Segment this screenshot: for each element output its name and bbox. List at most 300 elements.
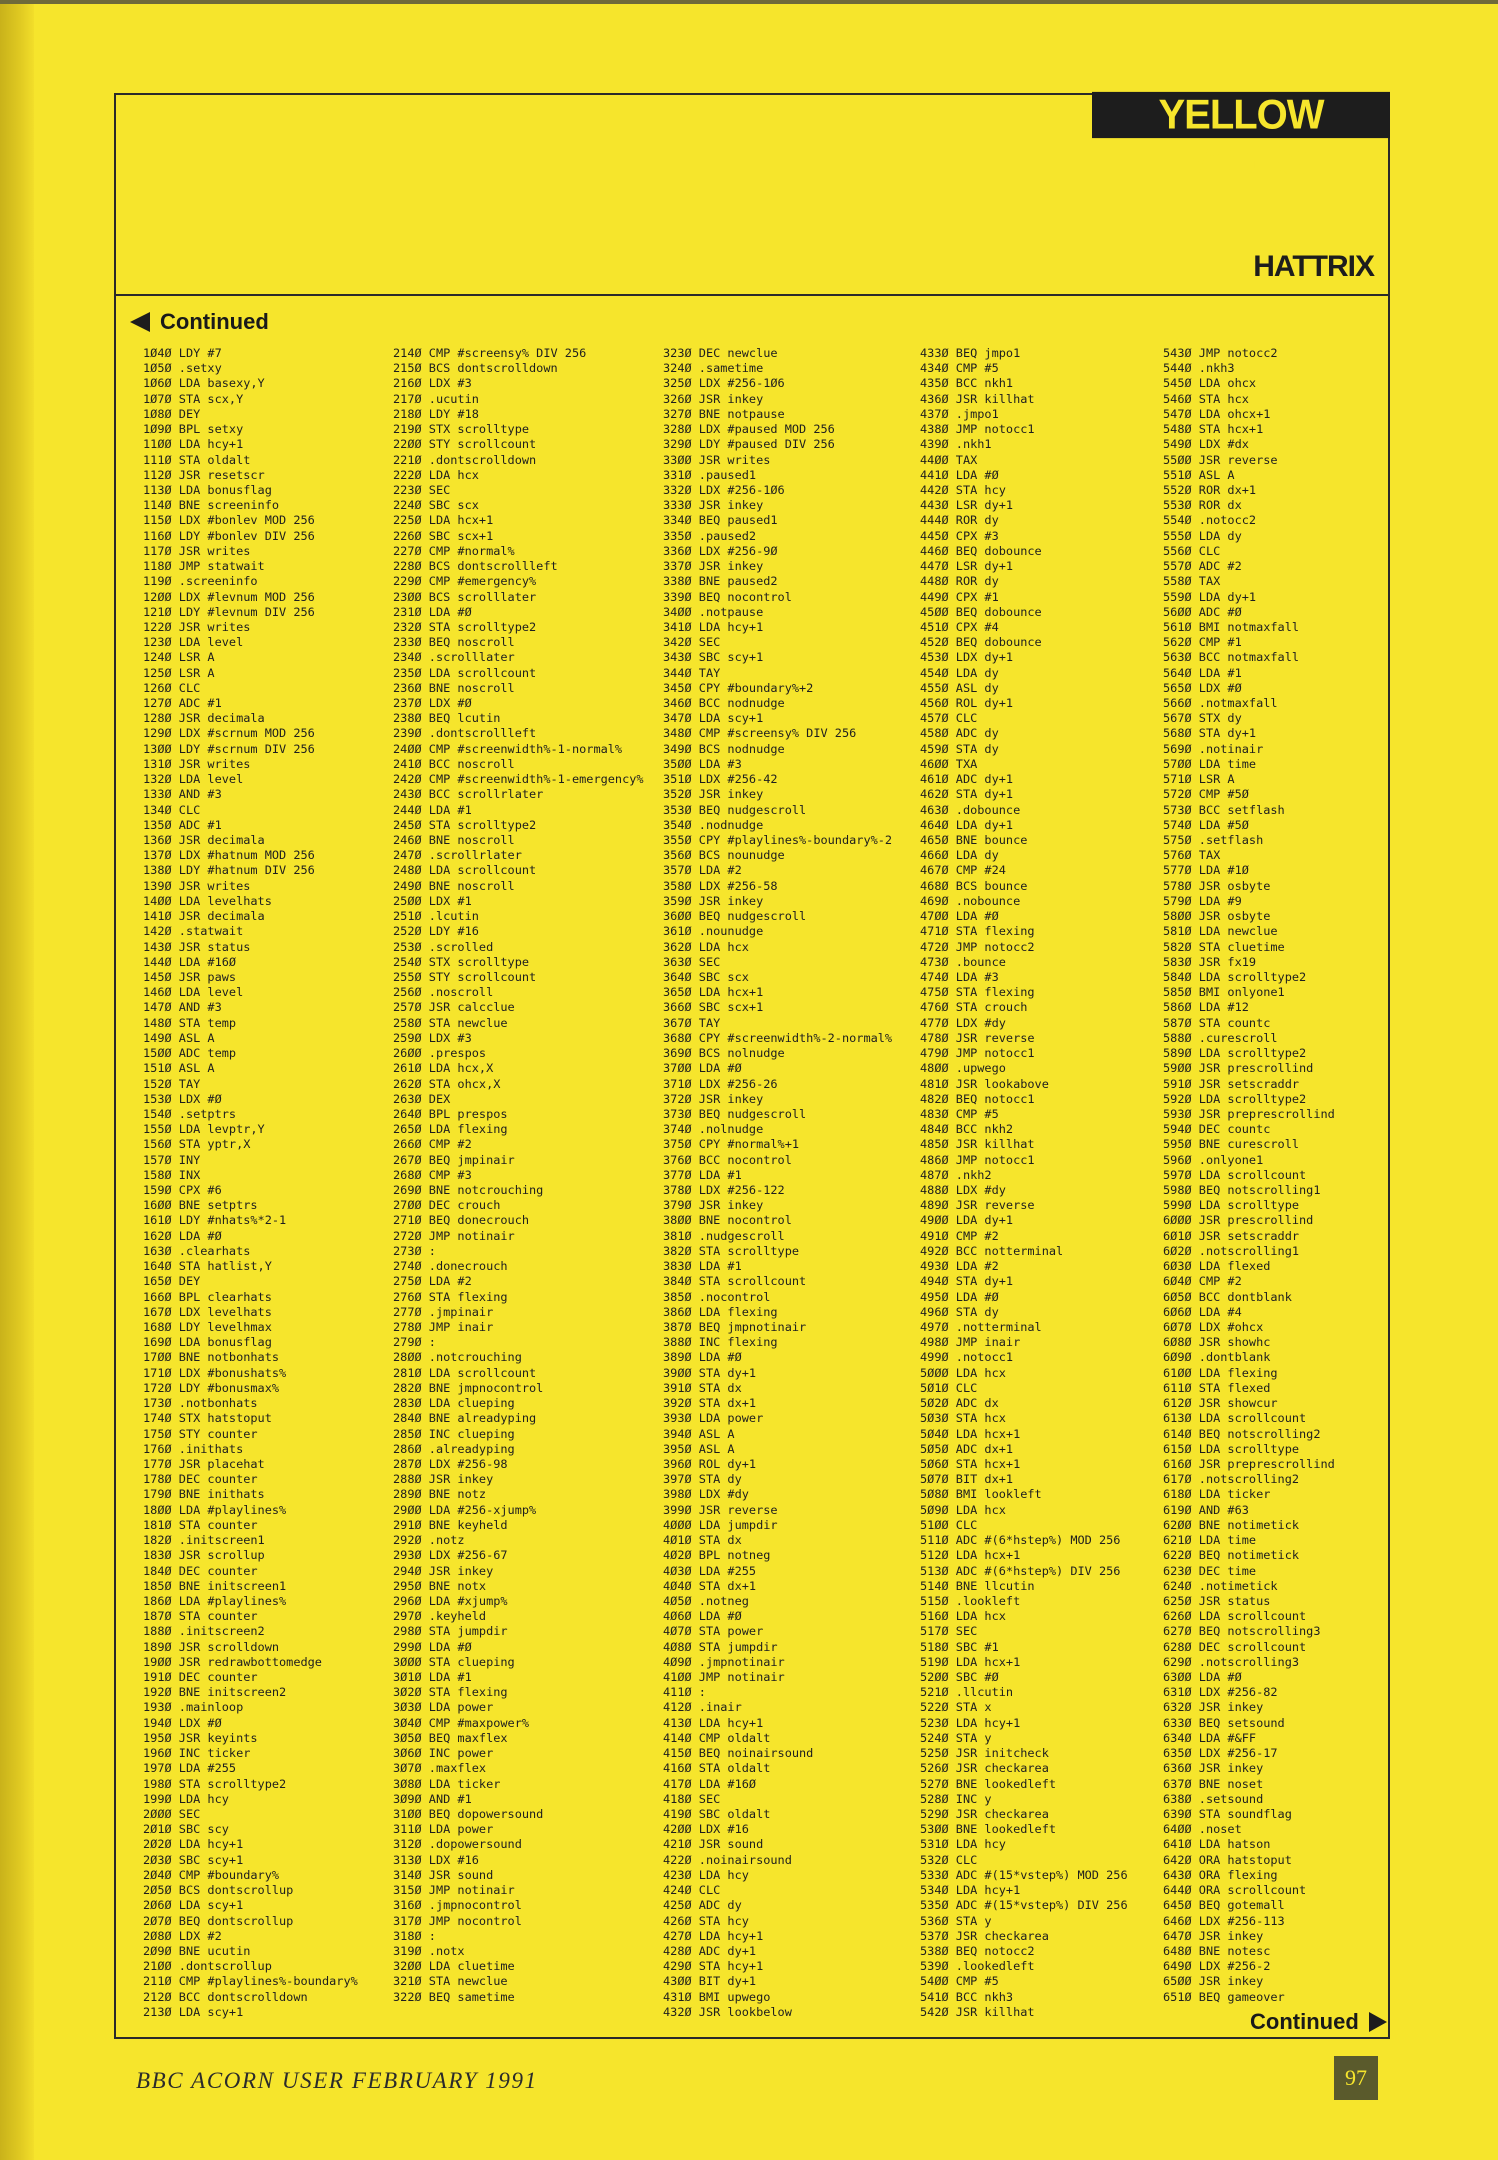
code-line: 545Ø LDA ohcx [1163, 376, 1257, 391]
code-line: 22ØØ STY scrollcount [393, 437, 537, 452]
code-line: 571Ø LSR A [1163, 772, 1235, 787]
code-line: 36ØØ BEQ nudgescroll [663, 909, 807, 924]
code-line: 4Ø9Ø .jmpnotinair [663, 1654, 785, 1669]
code-line: 444Ø ROR dy [920, 513, 999, 528]
code-line: 646Ø LDX #256-113 [1163, 1913, 1285, 1928]
code-line: 156Ø STA yptr,X [143, 1137, 251, 1152]
code-line: 184Ø DEC counter [143, 1563, 258, 1578]
code-line: 59ØØ JSR prescrollind [1163, 1061, 1314, 1076]
code-line: 494Ø STA dy+1 [920, 1274, 1014, 1289]
code-line: 2Ø7Ø BEQ dontscrollup [143, 1913, 294, 1928]
code-line: 28ØØ .notcrouching [393, 1350, 522, 1365]
code-line: 647Ø JSR inkey [1163, 1928, 1264, 1943]
code-line: 139Ø JSR writes [143, 878, 251, 893]
code-line: 128Ø JSR decimala [143, 711, 265, 726]
code-line: 493Ø LDA #2 [920, 1259, 999, 1274]
code-column-2 [393, 346, 653, 2005]
code-line: 397Ø STA dy [663, 1472, 742, 1487]
code-line: 263Ø DEX [393, 1091, 451, 1106]
code-line: 143Ø JSR status [143, 939, 251, 954]
code-column-3 [663, 346, 923, 2020]
code-line: 182Ø .initscreen1 [143, 1533, 265, 1548]
code-line: 514Ø BNE llcutin [920, 1578, 1035, 1593]
code-line: 222Ø LDA hcx [393, 467, 479, 482]
code-line: 114Ø BNE screeninfo [143, 498, 280, 513]
code-line: 5Ø2Ø ADC dx [920, 1396, 999, 1411]
continued-bottom-label: Continued [1250, 2009, 1359, 2034]
code-line: 317Ø JMP nocontrol [393, 1913, 522, 1928]
code-line: 353Ø BEQ nudgescroll [663, 802, 807, 817]
code-line: 512Ø LDA hcx+1 [920, 1548, 1021, 1563]
code-line: 58ØØ JSR osbyte [1163, 909, 1271, 924]
code-line: 399Ø JSR reverse [663, 1502, 778, 1517]
code-line: 529Ø JSR checkarea [920, 1807, 1049, 1821]
code-line: 396Ø ROL dy+1 [663, 1456, 757, 1471]
code-line: 591Ø JSR setscraddr [1163, 1076, 1300, 1091]
code-line: 489Ø JSR reverse [920, 1198, 1035, 1213]
code-line: 475Ø STA flexing [920, 985, 1035, 1000]
code-column-5 [1163, 346, 1423, 2005]
code-line: 469Ø .nobounce [920, 893, 1021, 908]
code-line: 37ØØ LDA #Ø [663, 1061, 742, 1076]
code-line: 568Ø STA dy+1 [1163, 726, 1257, 741]
code-line: 256Ø .noscroll [393, 985, 494, 1000]
code-line: 4Ø6Ø LDA #Ø [663, 1609, 742, 1624]
code-line: 612Ø JSR showcur [1163, 1396, 1278, 1411]
code-line: 2Ø9Ø BNE ucutin [143, 1943, 251, 1958]
code-line: 537Ø JSR checkarea [920, 1928, 1049, 1943]
arrow-left-icon [130, 312, 150, 332]
code-line: 554Ø .notocc2 [1163, 513, 1257, 528]
code-line: 633Ø BEQ setsound [1163, 1715, 1285, 1730]
code-line: 118Ø JMP statwait [143, 559, 265, 574]
code-line: 29ØØ LDA #256-xjump% [393, 1502, 537, 1517]
code-line: 428Ø ADC dy+1 [663, 1943, 757, 1958]
code-line: 651Ø BEQ gameover [1163, 1989, 1285, 2004]
code-line: 524Ø STA y [920, 1730, 992, 1745]
code-line: 43ØØ BIT dy+1 [663, 1974, 757, 1989]
code-line: 376Ø BCC nocontrol [663, 1152, 792, 1167]
code-line: 122Ø JSR writes [143, 619, 251, 634]
code-line: 53ØØ BNE lookedleft [920, 1822, 1057, 1837]
code-line: 426Ø STA hcy [663, 1913, 749, 1928]
code-line: 289Ø BNE notz [393, 1487, 487, 1502]
code-line: 364Ø SBC scx [663, 969, 749, 984]
code-line: 52ØØ SBC #Ø [920, 1670, 999, 1685]
code-line: 176Ø .inithats [143, 1441, 244, 1456]
code-line: 175Ø STY counter [143, 1426, 258, 1441]
magazine-footer: BBC ACORN USER FEBRUARY 1991 [136, 2068, 538, 2093]
code-line: 346Ø BCC nodnudge [663, 696, 785, 711]
code-line: 386Ø LDA flexing [663, 1304, 778, 1319]
code-line: 442Ø STA hcy [920, 482, 1006, 497]
code-line: 362Ø LDA hcx [663, 939, 749, 954]
code-line: 548Ø STA hcx+1 [1163, 422, 1264, 437]
code-line: 325Ø LDX #256-1Ø6 [663, 376, 785, 391]
code-line: 257Ø JSR calcclue [393, 1000, 515, 1015]
code-line: 132Ø LDA level [143, 772, 244, 787]
code-line: 11ØØ LDA hcy+1 [143, 437, 244, 452]
code-line: 381Ø .nudgescroll [663, 1228, 785, 1243]
code-line: 117Ø JSR writes [143, 543, 251, 558]
code-line: 25ØØ LDX #1 [393, 893, 472, 908]
code-line: 17ØØ BNE notbonhats [143, 1350, 280, 1365]
code-line: 373Ø BEQ nudgescroll [663, 1106, 807, 1121]
code-line: 479Ø JMP notocc1 [920, 1046, 1035, 1061]
code-line: 5Ø6Ø STA hcx+1 [920, 1456, 1021, 1471]
code-line: 162Ø LDA #Ø [143, 1228, 222, 1243]
code-line: 452Ø BEQ dobounce [920, 635, 1042, 650]
code-line: 234Ø .scrolllater [393, 650, 515, 665]
code-line: 517Ø SEC [920, 1624, 978, 1639]
code-line: 342Ø SEC [663, 635, 721, 650]
code-line: 158Ø INX [143, 1167, 201, 1182]
code-line: 377Ø LDA #1 [663, 1167, 742, 1182]
code-line: 449Ø CPX #1 [920, 589, 999, 604]
code-line: 239Ø .dontscrollleft [393, 726, 537, 741]
code-line: 515Ø .lookleft [920, 1593, 1021, 1608]
code-line: 237Ø LDX #Ø [393, 696, 472, 711]
code-line: 292Ø .notz [393, 1533, 465, 1548]
arrow-right-icon [1369, 2012, 1387, 2032]
code-line: 536Ø STA y [920, 1913, 992, 1928]
code-line: 135Ø ADC #1 [143, 817, 222, 832]
code-line: 543Ø JMP notocc2 [1163, 346, 1278, 360]
code-line: 584Ø LDA scrolltype2 [1163, 969, 1307, 984]
code-line: 228Ø BCS dontscrollleft [393, 559, 558, 574]
code-line: 123Ø LDA level [143, 635, 244, 650]
code-line: 516Ø LDA hcx [920, 1609, 1006, 1624]
code-column-1 [143, 346, 403, 2020]
code-line: 163Ø .clearhats [143, 1243, 251, 1258]
code-line: 552Ø ROR dx+1 [1163, 482, 1257, 497]
code-line: 361Ø .nounudge [663, 924, 764, 939]
code-line: 179Ø BNE inithats [143, 1487, 265, 1502]
code-line: 411Ø : [663, 1685, 706, 1700]
code-line: 389Ø LDA #Ø [663, 1350, 742, 1365]
code-line: 57ØØ LDA time [1163, 756, 1257, 771]
code-line: 513Ø ADC #(6*hstep%) DIV 256 [920, 1563, 1121, 1578]
code-line: 565Ø LDX #Ø [1163, 680, 1242, 695]
page-spine-shadow [0, 0, 34, 2160]
code-line: 476Ø STA crouch [920, 1000, 1028, 1015]
code-line: 267Ø BEQ jmpinair [393, 1152, 515, 1167]
code-line: 351Ø LDX #256-42 [663, 772, 778, 787]
code-line: 579Ø LDA #9 [1163, 893, 1242, 908]
code-line: 627Ø BEQ notscrolling3 [1163, 1624, 1321, 1639]
code-line: 577Ø LDA #1Ø [1163, 863, 1249, 878]
code-line: 319Ø .notx [393, 1943, 465, 1958]
code-line: 518Ø SBC #1 [920, 1639, 999, 1654]
code-line: 417Ø LDA #16Ø [663, 1776, 757, 1791]
code-line: 453Ø LDX dy+1 [920, 650, 1014, 665]
code-line: 269Ø BNE notcrouching [393, 1183, 544, 1198]
code-line: 133Ø AND #3 [143, 787, 222, 802]
code-line: 227Ø CMP #normal% [393, 543, 515, 558]
code-line: 454Ø LDA dy [920, 665, 999, 680]
code-line: 6Ø8Ø JSR showhc [1163, 1335, 1271, 1350]
code-line: 169Ø LDA bonusflag [143, 1335, 272, 1350]
code-line: 622Ø BEQ notimetick [1163, 1548, 1300, 1563]
code-line: 199Ø LDA hcy [143, 1791, 229, 1806]
code-line: 387Ø BEQ jmpnotinair [663, 1320, 807, 1334]
code-line: 224Ø SBC scx [393, 498, 479, 513]
code-line: 576Ø TAX [1163, 848, 1221, 863]
code-line: 532Ø CLC [920, 1852, 978, 1867]
code-line: 63ØØ LDA #Ø [1163, 1670, 1242, 1685]
code-line: 343Ø SBC scy+1 [663, 650, 764, 665]
code-line: 214Ø CMP #screensy% DIV 256 [393, 346, 587, 360]
code-line: 271Ø BEQ donecrouch [393, 1213, 530, 1228]
code-line: 553Ø ROR dx [1163, 498, 1242, 513]
code-line: 164Ø STA hatlist,Y [143, 1259, 272, 1274]
code-line: 332Ø LDX #256-1Ø6 [663, 482, 785, 497]
code-line: 345Ø CPY #boundary%+2 [663, 680, 814, 695]
code-line: 473Ø .bounce [920, 954, 1006, 969]
code-line: 422Ø .noinairsound [663, 1852, 792, 1867]
code-line: 24ØØ CMP #screenwidth%-1-normal% [393, 741, 623, 756]
code-line: 324Ø .sametime [663, 361, 764, 376]
code-line: 491Ø CMP #2 [920, 1228, 999, 1243]
code-line: 42ØØ LDX #16 [663, 1822, 749, 1837]
code-line: 188Ø .initscreen2 [143, 1624, 265, 1639]
code-line: 594Ø DEC countc [1163, 1122, 1271, 1137]
code-line: 619Ø AND #63 [1163, 1502, 1249, 1517]
code-line: 382Ø STA scrolltype [663, 1243, 800, 1258]
code-line: 592Ø LDA scrolltype2 [1163, 1091, 1307, 1106]
code-line: 611Ø STA flexed [1163, 1380, 1271, 1395]
code-line: 359Ø JSR inkey [663, 893, 764, 908]
code-line: 616Ø JSR preprescrollind [1163, 1456, 1335, 1471]
code-line: 566Ø .notmaxfall [1163, 696, 1278, 711]
code-line: 333Ø JSR inkey [663, 498, 764, 513]
code-line: 378Ø LDX #256-122 [663, 1183, 785, 1198]
code-line: 498Ø JMP inair [920, 1335, 1021, 1350]
code-line: 3Ø8Ø LDA ticker [393, 1776, 501, 1791]
code-line: 5ØØØ LDA hcx [920, 1365, 1006, 1380]
code-line: 534Ø LDA hcy+1 [920, 1883, 1021, 1898]
code-line: 431Ø BMI upwego [663, 1989, 771, 2004]
code-line: 4Ø8Ø STA jumpdir [663, 1639, 778, 1654]
code-line: 274Ø .donecrouch [393, 1259, 508, 1274]
code-column-4 [920, 346, 1180, 2020]
code-line: 181Ø STA counter [143, 1517, 258, 1532]
code-line: 26ØØ .prespos [393, 1046, 487, 1061]
code-line: 445Ø CPX #3 [920, 528, 999, 543]
code-line: 115Ø LDX #bonlev MOD 256 [143, 513, 315, 528]
code-line: 418Ø SEC [663, 1791, 721, 1806]
code-line: 225Ø LDA hcx+1 [393, 513, 494, 528]
code-line: 455Ø ASL dy [920, 680, 999, 695]
code-line: 1Ø9Ø BPL setxy [143, 422, 244, 437]
code-line: 388Ø INC flexing [663, 1335, 778, 1350]
code-line: 628Ø DEC scrollcount [1163, 1639, 1307, 1654]
code-line: 141Ø JSR decimala [143, 909, 265, 924]
code-line: 645Ø BEQ gotemall [1163, 1898, 1285, 1913]
code-line: 65ØØ JSR inkey [1163, 1974, 1264, 1989]
code-line: 3Ø2Ø STA flexing [393, 1685, 508, 1700]
code-line: 478Ø JSR reverse [920, 1030, 1035, 1045]
code-line: 583Ø JSR fx19 [1163, 954, 1257, 969]
code-line: 435Ø BCC nkh1 [920, 376, 1014, 391]
code-line: 328Ø LDX #paused MOD 256 [663, 422, 835, 437]
code-line: 146Ø LDA level [143, 985, 244, 1000]
code-line: 557Ø ADC #2 [1163, 559, 1242, 574]
code-line: 467Ø CMP #24 [920, 863, 1006, 878]
code-line: 485Ø JSR killhat [920, 1137, 1035, 1152]
code-line: 311Ø LDA power [393, 1822, 494, 1837]
code-line: 249Ø BNE noscroll [393, 878, 515, 893]
code-line: 2Ø5Ø BCS dontscrollup [143, 1883, 294, 1898]
code-line: 484Ø BCC nkh2 [920, 1122, 1014, 1137]
code-line: 253Ø .scrolled [393, 939, 494, 954]
code-line: 236Ø BNE noscroll [393, 680, 515, 695]
code-line: 439Ø .nkh1 [920, 437, 992, 452]
code-line: 238Ø BEQ lcutin [393, 711, 501, 726]
code-line: 4ØØØ LDA jumpdir [663, 1517, 778, 1532]
code-line: 4Ø7Ø STA power [663, 1624, 764, 1639]
code-line: 294Ø JSR inkey [393, 1563, 494, 1578]
code-line: 248Ø LDA scrollcount [393, 863, 537, 878]
code-line: 1Ø8Ø DEY [143, 406, 201, 421]
code-line: 575Ø .setflash [1163, 833, 1264, 847]
code-line: 223Ø SEC [393, 482, 451, 497]
code-line: 546Ø STA hcx [1163, 391, 1249, 406]
code-line: 3Ø9Ø AND #1 [393, 1791, 472, 1806]
code-line: 39ØØ STA dy+1 [663, 1365, 757, 1380]
code-line: 578Ø JSR osbyte [1163, 878, 1271, 893]
program-title: HATTRIX [1253, 250, 1374, 283]
code-line: 262Ø STA ohcx,X [393, 1076, 501, 1091]
code-line: 284Ø BNE alreadyping [393, 1411, 537, 1426]
code-line: 436Ø JSR killhat [920, 391, 1035, 406]
code-line: 193Ø .mainloop [143, 1700, 244, 1715]
code-line: 363Ø SEC [663, 954, 721, 969]
code-line: 356Ø BCS nounudge [663, 848, 785, 863]
code-line: 254Ø STX scrolltype [393, 954, 530, 969]
code-line: 165Ø DEY [143, 1274, 201, 1289]
code-line: 167Ø LDX levelhats [143, 1304, 272, 1319]
code-line: 241Ø BCC noscroll [393, 756, 515, 771]
page-number: 97 [1334, 2056, 1378, 2100]
code-line: 5Ø4Ø LDA hcx+1 [920, 1426, 1021, 1441]
code-line: 62ØØ BNE notimetick [1163, 1517, 1300, 1532]
code-line: 159Ø CPX #6 [143, 1183, 222, 1198]
code-line: 349Ø BCS nodnudge [663, 741, 785, 756]
code-line: 55ØØ JSR reverse [1163, 452, 1278, 467]
code-line: 466Ø LDA dy [920, 848, 999, 863]
code-line: 4Ø3Ø LDA #255 [663, 1563, 757, 1578]
code-line: 51ØØ CLC [920, 1517, 978, 1532]
code-line: 338Ø BNE paused2 [663, 574, 778, 589]
code-line: 2Ø8Ø LDX #2 [143, 1928, 222, 1943]
code-line: 472Ø JMP notocc2 [920, 939, 1035, 954]
code-line: 636Ø JSR inkey [1163, 1761, 1264, 1776]
code-line: 644Ø ORA scrollcount [1163, 1883, 1307, 1898]
code-line: 618Ø LDA ticker [1163, 1487, 1271, 1502]
code-line: 6Ø6Ø LDA #4 [1163, 1304, 1242, 1319]
code-line: 589Ø LDA scrolltype2 [1163, 1046, 1307, 1061]
code-line: 3Ø1Ø LDA #1 [393, 1670, 472, 1685]
code-line: 264Ø BPL prespos [393, 1106, 508, 1121]
code-line: 334Ø BEQ paused1 [663, 513, 778, 528]
code-line: 299Ø LDA #Ø [393, 1639, 472, 1654]
code-line: 499Ø .notocc1 [920, 1350, 1014, 1365]
code-line: 631Ø LDX #256-82 [1163, 1685, 1278, 1700]
code-line: 288Ø JSR inkey [393, 1472, 494, 1487]
code-line: 44ØØ TAX [920, 452, 978, 467]
code-line: 314Ø JSR sound [393, 1867, 494, 1882]
code-line: 433Ø BEQ jmpo1 [920, 346, 1021, 360]
code-line: 483Ø CMP #5 [920, 1106, 999, 1121]
code-line: 521Ø .llcutin [920, 1685, 1014, 1700]
code-line: 41ØØ JMP notinair [663, 1670, 785, 1685]
code-line: 358Ø LDX #256-58 [663, 878, 778, 893]
code-line: 462Ø STA dy+1 [920, 787, 1014, 802]
code-line: 216Ø LDX #3 [393, 376, 472, 391]
code-line: 477Ø LDX #dy [920, 1015, 1006, 1030]
code-line: 617Ø .notscrolling2 [1163, 1472, 1300, 1487]
code-line: 595Ø BNE curescroll [1163, 1137, 1300, 1152]
code-line: 45ØØ BEQ dobounce [920, 604, 1042, 619]
code-line: 423Ø LDA hcy [663, 1867, 749, 1882]
code-line: 33ØØ JSR writes [663, 452, 771, 467]
code-line: 195Ø JSR keyints [143, 1730, 258, 1745]
code-line: 116Ø LDY #bonlev DIV 256 [143, 528, 315, 543]
code-line: 321Ø STA newclue [393, 1974, 508, 1989]
code-line: 573Ø BCC setflash [1163, 802, 1285, 817]
code-line: 259Ø LDX #3 [393, 1030, 472, 1045]
code-line: 555Ø LDA dy [1163, 528, 1242, 543]
code-line: 154Ø .setptrs [143, 1106, 237, 1121]
code-line: 383Ø LDA #1 [663, 1259, 742, 1274]
code-line: 187Ø STA counter [143, 1609, 258, 1624]
code-line: 414Ø CMP oldalt [663, 1730, 771, 1745]
code-line: 562Ø CMP #1 [1163, 635, 1242, 650]
code-line: 488Ø LDX #dy [920, 1183, 1006, 1198]
code-line: 629Ø .notscrolling3 [1163, 1654, 1300, 1669]
code-line: 152Ø TAY [143, 1076, 201, 1091]
code-line: 623Ø DEC time [1163, 1563, 1257, 1578]
code-line: 56ØØ ADC #Ø [1163, 604, 1242, 619]
code-line: 286Ø .alreadyping [393, 1441, 515, 1456]
code-line: 533Ø ADC #(15*vstep%) MOD 256 [920, 1867, 1128, 1882]
code-line: 496Ø STA dy [920, 1304, 999, 1319]
code-line: 398Ø LDX #dy [663, 1487, 749, 1502]
code-line: 281Ø LDA scrollcount [393, 1365, 537, 1380]
code-line: 295Ø BNE notx [393, 1578, 487, 1593]
code-line: 282Ø BNE jmpnocontrol [393, 1380, 544, 1395]
code-line: 563Ø BCC notmaxfall [1163, 650, 1300, 665]
code-line: 391Ø STA dx [663, 1380, 742, 1395]
code-line: 596Ø .onlyone1 [1163, 1152, 1264, 1167]
code-line: 268Ø CMP #3 [393, 1167, 472, 1182]
code-line: 148Ø STA temp [143, 1015, 237, 1030]
code-line: 226Ø SBC scx+1 [393, 528, 494, 543]
code-line: 394Ø ASL A [663, 1426, 735, 1441]
code-line: 446Ø BEQ dobounce [920, 543, 1042, 558]
code-line: 367Ø TAY [663, 1015, 721, 1030]
code-line: 581Ø LDA newclue [1163, 924, 1278, 939]
code-line: 352Ø JSR inkey [663, 787, 764, 802]
code-line: 459Ø STA dy [920, 741, 999, 756]
code-line: 6Ø7Ø LDX #ohcx [1163, 1320, 1264, 1334]
code-line: 111Ø STA oldalt [143, 452, 251, 467]
code-line: 298Ø STA jumpdir [393, 1624, 508, 1639]
code-line: 492Ø BCC notterminal [920, 1243, 1064, 1258]
code-line: 23ØØ BCS scrolllater [393, 589, 537, 604]
code-line: 5Ø1Ø CLC [920, 1380, 978, 1395]
